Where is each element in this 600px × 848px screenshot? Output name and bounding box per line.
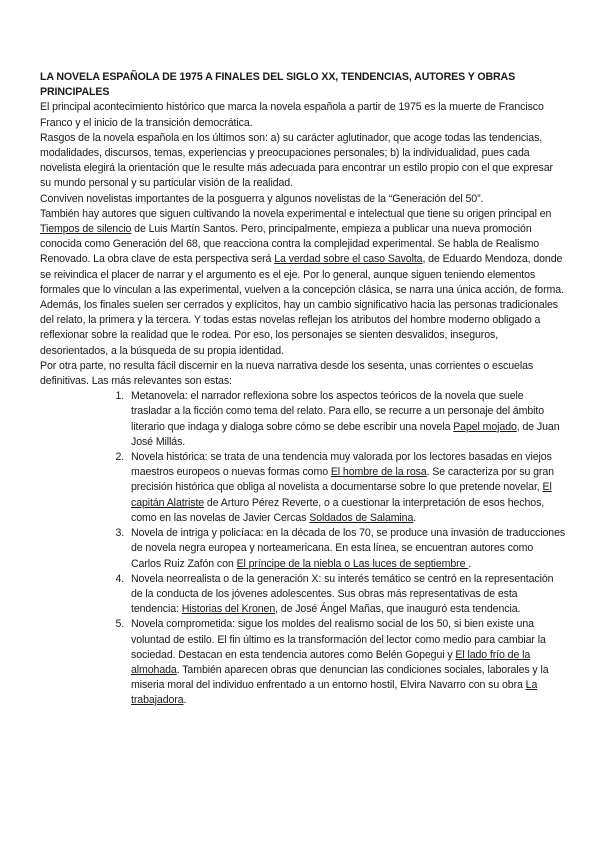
text-span: . (183, 694, 187, 707)
book-title: La verdad sobre el caso Savolta (274, 253, 423, 266)
text-span: También hay autores que siguen cultivando la novela experimental e intelectual que tiene su origen principal en (40, 207, 552, 220)
book-title: El príncipe de la niebla o Las luces de septiembre (236, 557, 469, 570)
list-item (127, 572, 566, 618)
document-title: LA NOVELA ESPAÑOLA DE 1975 A FINALES DEL SIGLO XX, TENDENCIAS, AUTORES Y OBRAS PRINCIPALES (40, 71, 516, 99)
document-page (40, 70, 566, 709)
text-span: . También aparecen obras que denuncian las condiciones sociales, laborales y la miseria moral del individuo enfrentado a un entorno hostil, Elvira Navarro con su obra (131, 663, 549, 692)
book-title: El lado frío de la almohada (131, 648, 531, 676)
text-span: Metanovela: el narrador reflexiona sobre los aspectos teóricos de la novela que suele trasladar a la ficción como tema del relato. Para ello, se recurre a un personaje del ámbito literario que indaga y dialoga sobre cómo se debe escribir una novela (131, 390, 545, 433)
text-span: Novela comprometida: sigue los moldes del realismo social de los 50, si bien existe una voluntad de estilo. El fin último es la transformación del lector como medio para cambiar la sociedad. Destacan en esta tendencia autores como Belén Gopegui y (131, 618, 546, 661)
tendencies-list (40, 389, 566, 708)
book-title: El hombre de la rosa (330, 466, 427, 479)
text-span: , de Juan José Millás. (131, 420, 560, 448)
book-title: El capitán Alatriste (131, 481, 552, 509)
paragraph-3: Conviven novelistas importantes de la posguerra y algunos novelistas de la “Generación del 50”. (40, 192, 484, 205)
list-item (127, 450, 566, 526)
text-span: Novela de intriga y policíaca: en la década de los 70, se produce una invasión de traducciones de novela negra europea y norteamericana. En esta línea, se encuentran autores como Carlos Ruiz Zafón con (131, 527, 566, 570)
paragraph-5: Por otra parte, no resulta fácil discernir en la nueva narrativa desde los sesenta, unas corrientes o escuelas definitivas. Las más relevantes son estas: (40, 359, 534, 388)
paragraph-1: El principal acontecimiento histórico que marca la novela española a partir de 1975 es la muerte de Francisco Franco y el inicio de la transición democrática. (40, 101, 544, 129)
text-span: , de José Ángel Mañas, que inauguró esta tendencia. (275, 603, 521, 616)
text-span: de Luis Martín Santos. Pero, principalmente, empieza a publicar una nueva promoción conocida como Generación del 68, que reacciona contra la complejidad experimental. Se habla de Realismo Renovado. La obra clave de esta perspectiva será (40, 223, 540, 266)
book-title: La trabajadora (131, 679, 538, 707)
list-item (127, 526, 566, 572)
list-item (127, 389, 566, 450)
paragraph-4 (40, 207, 566, 359)
book-title: Soldados de Salamina (309, 511, 414, 524)
text-span: . Se caracteriza por su gran precisión histórica que obliga al novelista a documentarse sobre lo que pretende novelar, (131, 466, 554, 494)
text-span: . (468, 557, 472, 570)
book-title: Historias del Kronen (181, 603, 276, 616)
text-span: . (413, 511, 417, 524)
list-item (127, 617, 566, 708)
text-span: de Arturo Pérez Reverte, o a cuestionar la interpretación de esos hechos, como en las novelas de Javier Cercas (131, 496, 545, 524)
text-span: , de Eduardo Mendoza, donde se reivindica el placer de narrar y el argumento es el eje. Por lo general, aunque siguen teniendo elementos formales que lo vinculan a las experimental, vuelven a la concepción clásica, se narra una única acción, de forma. Además, los finales suelen ser cerrados y explícitos, hay un cambio significativo hacia las personas tradicionales del relato, la primera y la tercera. Y todas estas novelas reflejan los atributos del hombre moderno obligado a reflexionar sobre la realidad que le rodea. Por eso, los personajes se sienten desvalidos, inseguros, desorientados, a la búsqueda de su propia identidad. (40, 253, 564, 357)
text-span: Novela neorrealista o de la generación X: su interés temático se centró en la representación de la conducta de los jóvenes adolescentes. Sus obras más representativas de esta tendencia: (131, 572, 554, 616)
book-title: Tiempos de silencio (40, 223, 132, 236)
text-span: Novela histórica: se trata de una tendencia muy valorada por los lectores basadas en viejos maestros europeos o nuevas formas como (131, 451, 552, 479)
paragraph-2: Rasgos de la novela española en los últimos son: a) su carácter aglutinador, que acoge todas las tendencias, modalidades, discursos, temas, experiencias y preocupaciones personales; b) la individualidad, pues cada novelista elegirá la orientación que le resulte más adecuada para encontrar un estilo propio con el que expresar su mundo personal y su particular visión de la realidad. (40, 131, 553, 190)
book-title: Papel mojado (453, 420, 517, 433)
